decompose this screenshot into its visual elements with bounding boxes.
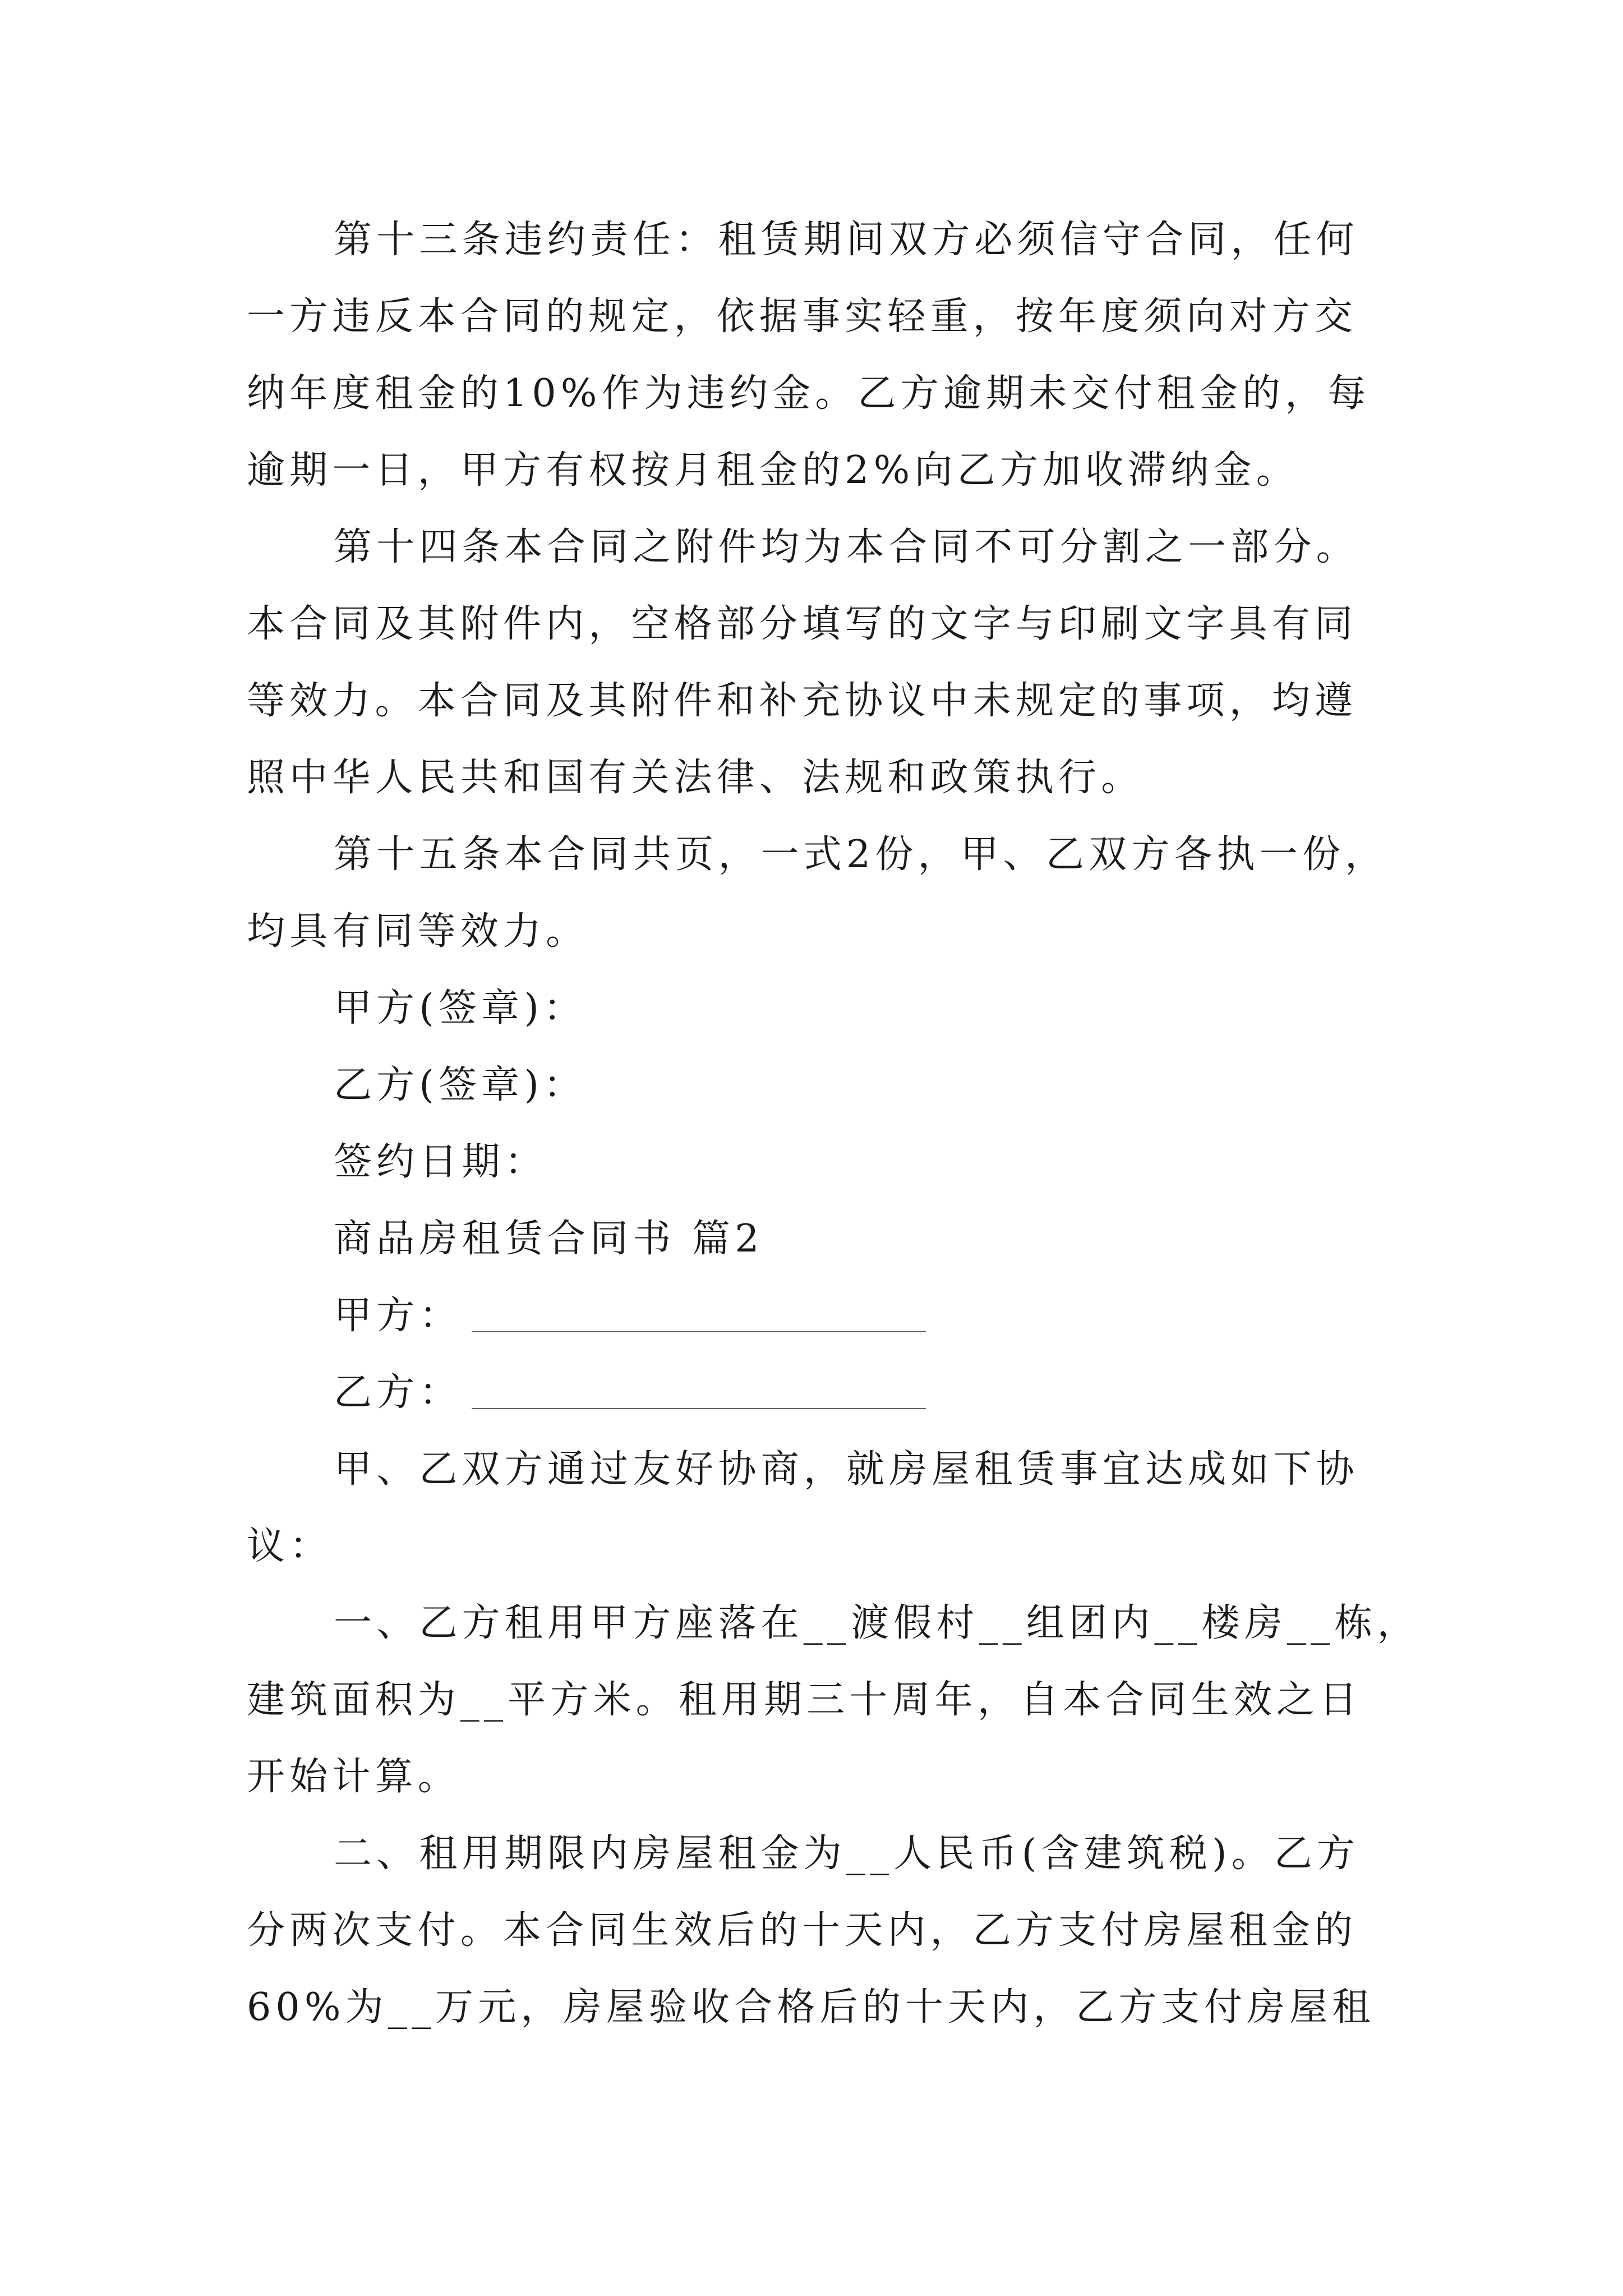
signing-date: 签约日期： — [334, 1140, 547, 1184]
clause-13-line-4: 逾期一日，甲方有权按月租金的2%向乙方加收滞纳金。 — [247, 448, 1299, 493]
clause-13-line-1: 第十三条违约责任：租赁期间双方必须信守合同，任何 — [334, 218, 1359, 262]
party-b-label: 乙方： — [334, 1370, 462, 1415]
article-1-line-2: 建筑面积为__平方米。租用期三十周年，自本合同生效之日 — [247, 1678, 1362, 1722]
clause-14-line-2: 本合同及其附件内，空格部分填写的文字与印刷文字具有同 — [247, 602, 1358, 646]
article-1-line-3: 开始计算。 — [247, 1755, 460, 1799]
clause-14-line-1: 第十四条本合同之附件均为本合同不可分割之一部分。 — [334, 525, 1359, 569]
clause-15-line-1: 第十五条本合同共页，一式2份，甲、乙双方各执一份， — [334, 832, 1388, 877]
clause-14-line-3: 等效力。本合同及其附件和补充协议中未规定的事项，均遵 — [247, 679, 1358, 723]
party-a-label: 甲方： — [334, 1294, 462, 1338]
clause-13-line-3: 纳年度租金的10%作为违约金。乙方逾期未交付租金的，每 — [247, 371, 1371, 416]
party-b-row — [334, 1368, 926, 1418]
clause-13-line-2: 一方违反本合同的规定，依据事实轻重，按年度须向对方交 — [247, 295, 1358, 339]
clause-15-line-2: 均具有同等效力。 — [247, 909, 589, 954]
article-2-line-1: 二、租用期限内房屋租金为__人民币(含建筑税)。乙方 — [334, 1832, 1360, 1876]
party-a-blank-line — [472, 1331, 926, 1332]
intro-line-2: 议： — [247, 1524, 333, 1568]
party-a-seal: 甲方(签章)： — [334, 986, 587, 1030]
party-b-seal: 乙方(签章)： — [334, 1063, 587, 1107]
clause-14-line-4: 照中华人民共和国有关法律、法规和政策执行。 — [247, 756, 1144, 800]
article-2-line-3: 60%为__万元，房屋验收合格后的十天内，乙方支付房屋租 — [247, 1985, 1375, 2030]
intro-line-1: 甲、乙双方通过友好协商，就房屋租赁事宜达成如下协 — [334, 1447, 1359, 1492]
party-a-row — [334, 1291, 926, 1341]
article-2-line-2: 分两次支付。本合同生效后的十天内，乙方支付房屋租金的 — [247, 1908, 1358, 1953]
section-title: 商品房租赁合同书 篇2 — [334, 1217, 764, 1261]
party-b-blank-line — [472, 1408, 926, 1409]
article-1-line-1: 一、乙方租用甲方座落在__渡假村__组团内__楼房__栋， — [334, 1601, 1420, 1645]
